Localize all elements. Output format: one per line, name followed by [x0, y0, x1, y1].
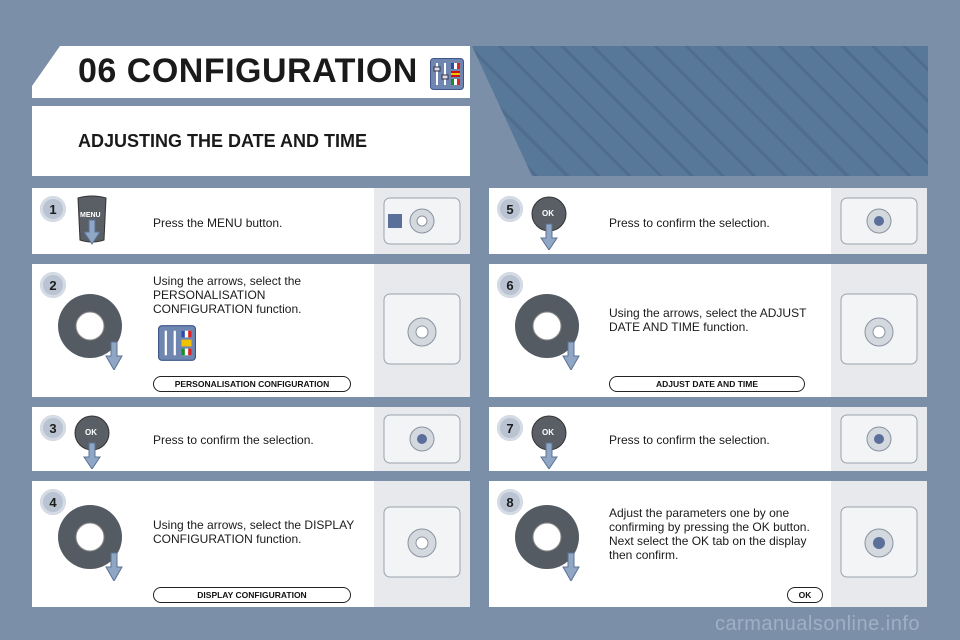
step-number-badge: 6 — [497, 272, 523, 298]
ok-button-illustration — [74, 413, 114, 469]
console-illustration — [831, 264, 927, 397]
step-number-badge: 3 — [40, 415, 66, 441]
console-illustration — [831, 188, 927, 254]
step-instruction: Adjust the parameters one by one confirming by pressing the OK button. Next select the OK tab on the display then confirm. — [609, 506, 810, 562]
arrow-pad-illustration — [54, 501, 134, 581]
step-instruction: Using the arrows, select the PERSONALISATION CONFIGURATION function. — [153, 274, 302, 316]
step-number-badge: 1 — [40, 196, 66, 222]
step-instruction: Using the arrows, select the DISPLAY CONFIGURATION function. — [153, 518, 354, 546]
console-illustration — [374, 264, 470, 397]
step-instruction: Press to confirm the selection. — [609, 433, 770, 447]
page-title: 06 CONFIGURATION — [78, 52, 418, 90]
step-instruction: Press the MENU button. — [153, 216, 283, 230]
console-illustration — [374, 188, 470, 254]
menu-button-label: MENU — [80, 212, 101, 219]
console-illustration — [831, 481, 927, 607]
watermark: carmanualsonline.info — [714, 613, 920, 635]
step-number-badge: 8 — [497, 489, 523, 515]
step-instruction: Press to confirm the selection. — [153, 433, 314, 447]
configuration-icon — [430, 58, 464, 90]
ok-button-label: OK — [542, 209, 554, 218]
console-illustration — [374, 481, 470, 607]
step-panel-6 — [489, 264, 927, 397]
menu-item-label: PERSONALISATION CONFIGURATION — [153, 376, 351, 392]
step-panel-3 — [32, 407, 470, 471]
console-illustration — [831, 407, 927, 471]
step-panel-7 — [489, 407, 927, 471]
step-number-badge: 2 — [40, 272, 66, 298]
personalisation-icon — [158, 324, 196, 362]
ok-button-illustration — [531, 413, 571, 469]
step-panel-8 — [489, 481, 927, 607]
menu-button-illustration — [72, 194, 112, 250]
header-banner — [472, 46, 928, 176]
arrow-pad-illustration — [54, 290, 134, 370]
step-number-badge: 5 — [497, 196, 523, 222]
step-number-badge: 7 — [497, 415, 523, 441]
menu-item-label: ADJUST DATE AND TIME — [609, 376, 805, 392]
step-instruction: Using the arrows, select the ADJUST DATE AND TIME function. — [609, 306, 807, 334]
ok-button-illustration — [531, 194, 571, 250]
console-illustration — [374, 407, 470, 471]
step-panel-2 — [32, 264, 470, 397]
step-panel-4 — [32, 481, 470, 607]
arrow-pad-illustration — [511, 501, 591, 581]
page-subtitle: ADJUSTING THE DATE AND TIME — [78, 131, 368, 151]
step-panel-1 — [32, 188, 470, 254]
step-number-badge: 4 — [40, 489, 66, 515]
menu-item-label: DISPLAY CONFIGURATION — [153, 587, 351, 603]
step-panel-5 — [489, 188, 927, 254]
menu-item-label: OK — [787, 587, 823, 603]
step-instruction: Press to confirm the selection. — [609, 216, 770, 230]
ok-button-label: OK — [542, 428, 554, 437]
arrow-pad-illustration — [511, 290, 591, 370]
ok-button-label: OK — [85, 428, 97, 437]
